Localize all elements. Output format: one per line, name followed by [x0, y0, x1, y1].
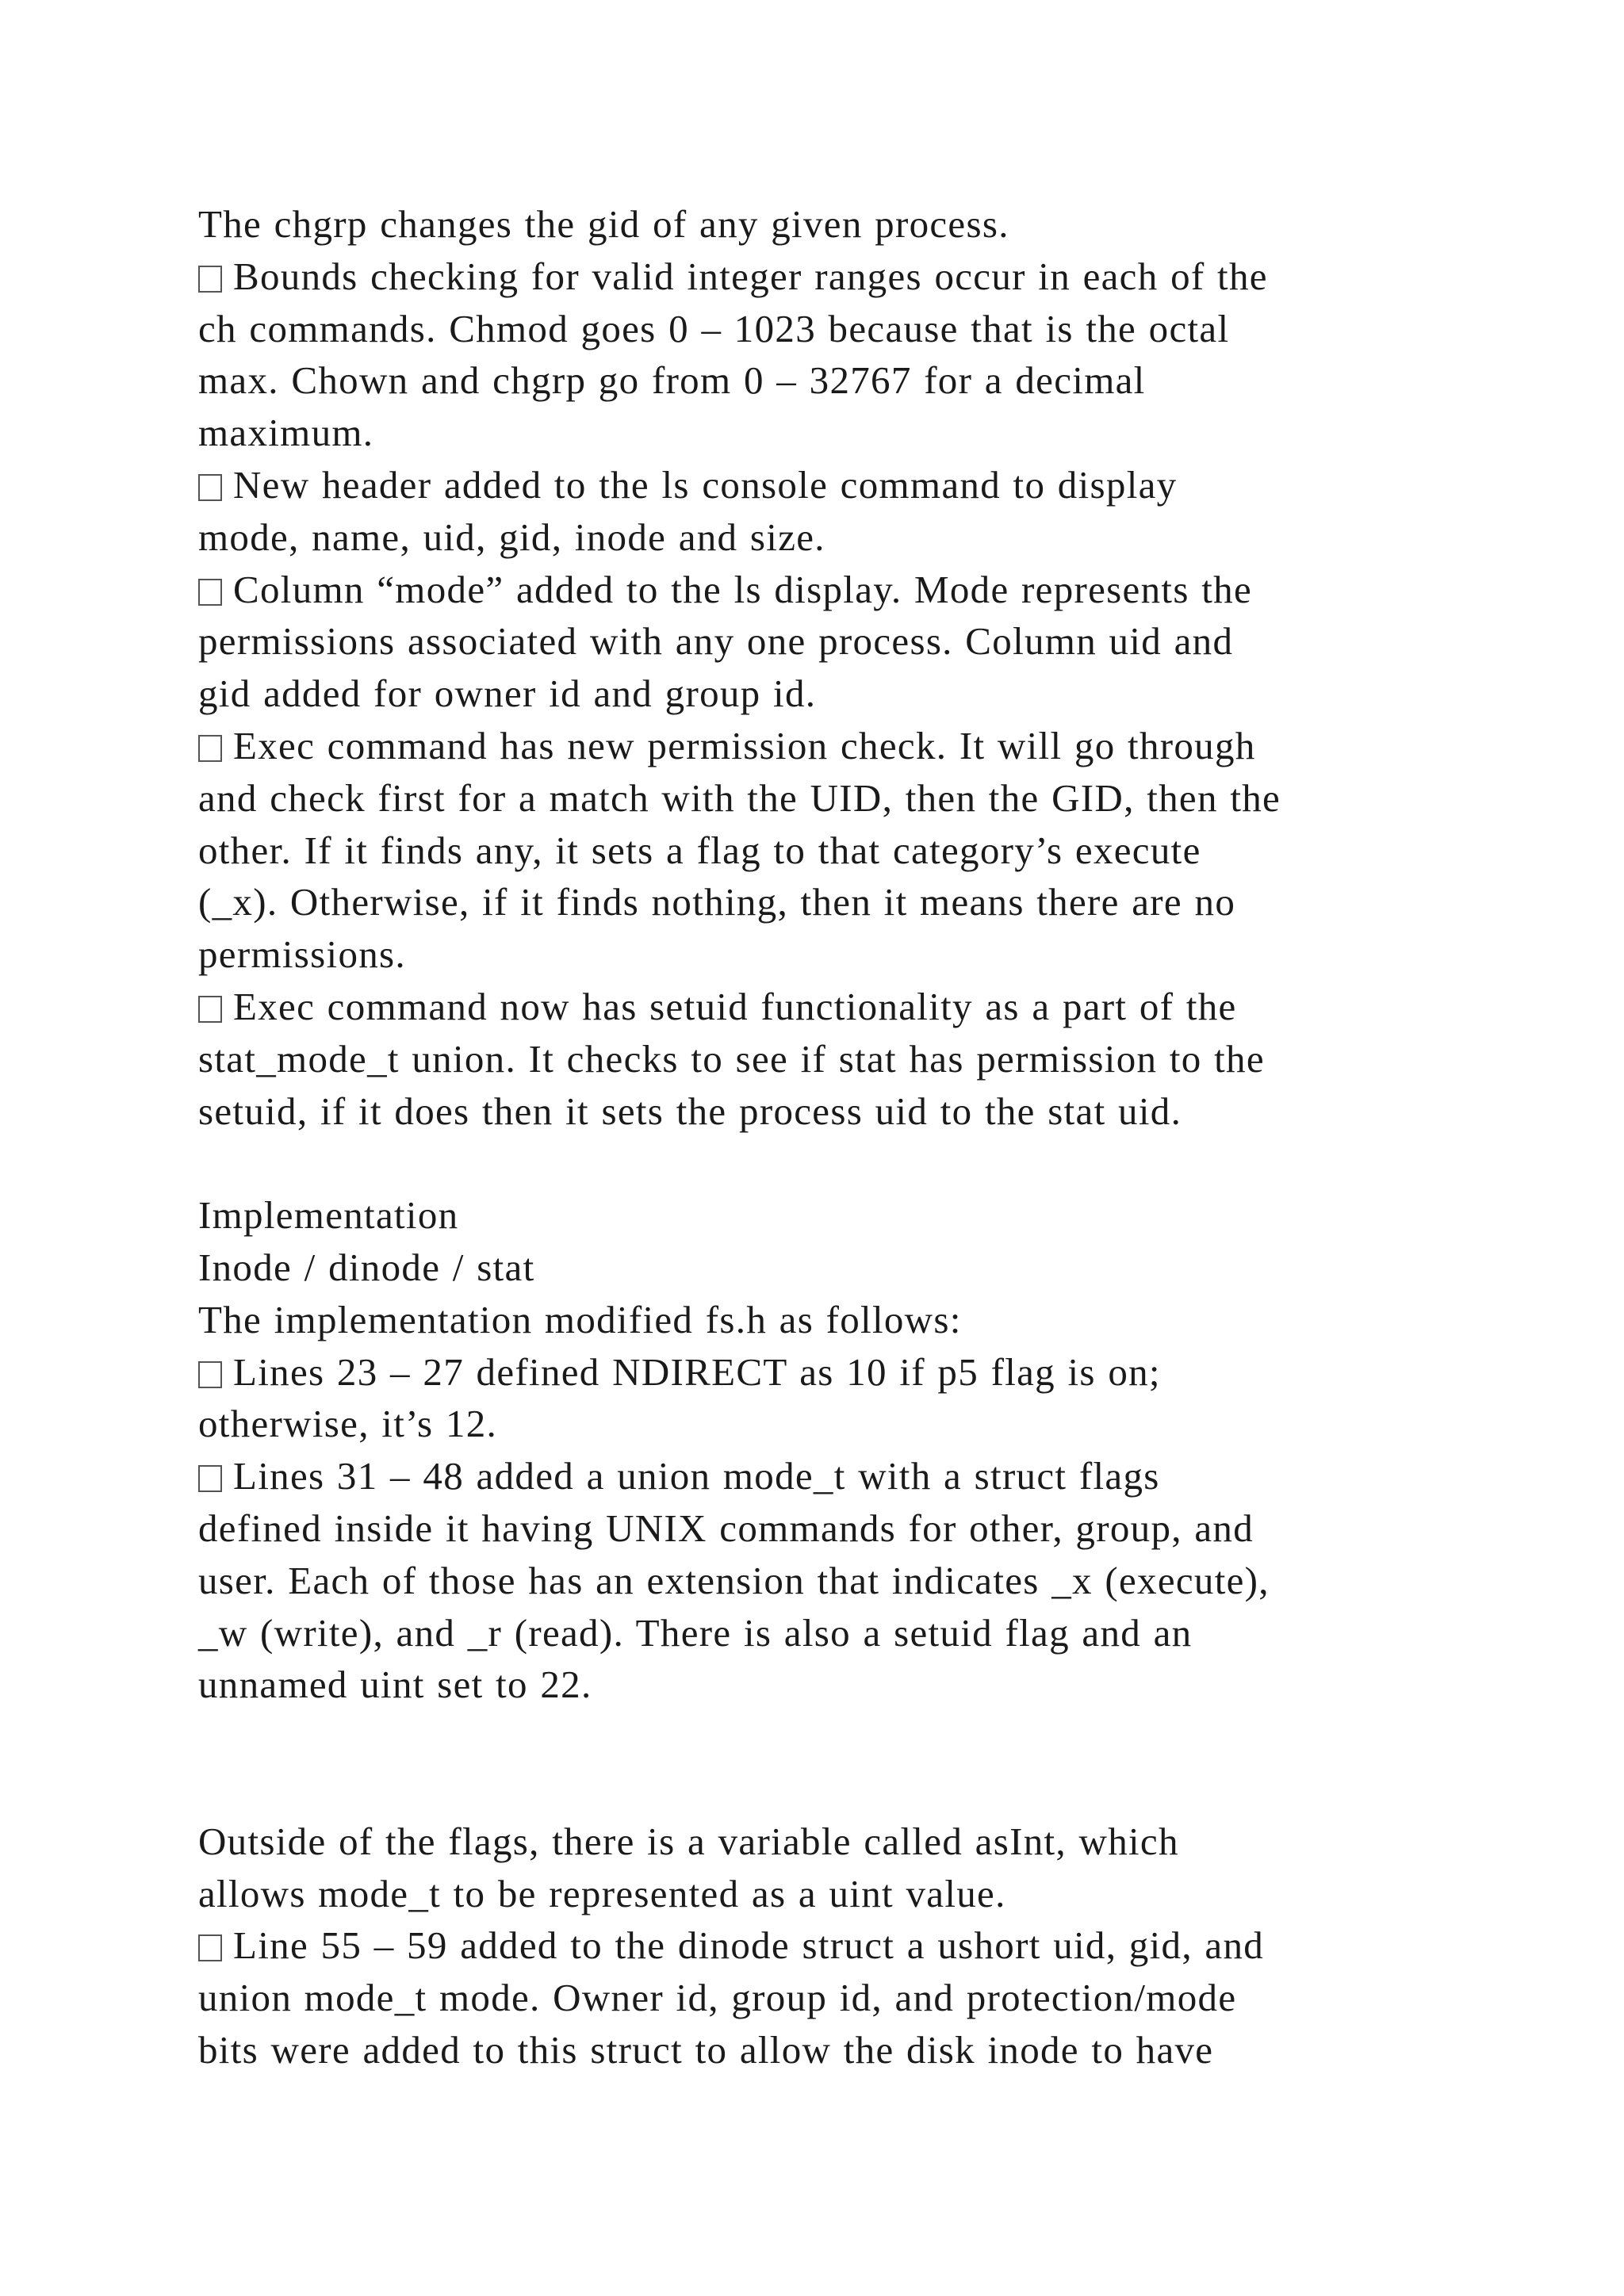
text-line — [198, 564, 1435, 616]
text-line — [198, 1502, 1435, 1555]
text-line — [198, 1816, 1435, 1868]
line-text: allows mode_t to be represented as a uint value. — [198, 1871, 1006, 1915]
line-text: ch commands. Chmod goes 0 – 1023 because that is the octal — [198, 306, 1230, 350]
line-text: Exec command has new permission check. It will go through — [233, 723, 1256, 767]
line-text: otherwise, it’s 12. — [198, 1402, 498, 1446]
text-line — [198, 825, 1435, 877]
text-line — [198, 1972, 1435, 2024]
text-line — [198, 1659, 1435, 1711]
line-text: and check first for a match with the UID, then the GID, then the — [198, 775, 1281, 820]
line-text: _w (write), and _r (read). There is also a setuid flag and an — [198, 1610, 1193, 1655]
text-line — [198, 772, 1435, 825]
line-text: other. If it finds any, it sets a flag to that category’s execute — [198, 828, 1201, 872]
line-text: The implementation modified fs.h as follows: — [198, 1297, 962, 1341]
line-text: mode, name, uid, gid, inode and size. — [198, 515, 825, 559]
line-text: setuid, if it does then it sets the process uid to the stat uid. — [198, 1089, 1182, 1133]
text-line — [198, 354, 1435, 407]
text-line — [198, 459, 1435, 511]
line-text: Column “mode” added to the ls display. Mode represents the — [233, 567, 1252, 611]
line-text: unnamed uint set to 22. — [198, 1663, 592, 1707]
line-text: gid added for owner id and group id. — [198, 672, 817, 716]
text-line — [198, 1189, 1435, 1242]
line-text: stat_mode_t union. It checks to see if stat has permission to the — [198, 1036, 1265, 1081]
line-text: user. Each of those has an extension that indicates _x (execute), — [198, 1558, 1270, 1602]
line-text: Line 55 – 59 added to the dinode struct a ushort uid, gid, and — [233, 1923, 1265, 1968]
text-line — [198, 1346, 1435, 1399]
text-line — [198, 668, 1435, 720]
line-text: Outside of the flags, there is a variable called asInt, which — [198, 1819, 1179, 1863]
text-line — [198, 720, 1435, 772]
text-line — [198, 1033, 1435, 1085]
text-line — [198, 1398, 1435, 1450]
line-text: Exec command now has setuid functionality as a part of the — [233, 984, 1237, 1028]
text-line — [198, 981, 1435, 1033]
line-text: Lines 23 – 27 defined NDIRECT as 10 if p5 flag is on; — [233, 1349, 1161, 1394]
line-text: max. Chown and chgrp go from 0 – 32767 for a decimal — [198, 358, 1146, 403]
line-text: Bounds checking for valid integer ranges occur in each of the — [233, 254, 1268, 298]
text-line — [198, 1242, 1435, 1294]
line-text: maximum. — [198, 411, 374, 455]
line-text: (_x). Otherwise, if it finds nothing, then it means there are no — [198, 880, 1236, 924]
text-line — [198, 1868, 1435, 1920]
line-text: permissions associated with any one process. Column uid and — [198, 619, 1234, 664]
line-text: defined inside it having UNIX commands for other, group, and — [198, 1506, 1254, 1550]
text-line — [198, 303, 1435, 355]
missing-glyph-bullet-icon — [198, 735, 222, 762]
missing-glyph-bullet-icon — [198, 1934, 222, 1961]
missing-glyph-bullet-icon — [198, 474, 222, 501]
missing-glyph-bullet-icon — [198, 1361, 222, 1388]
text-line — [198, 1919, 1435, 1972]
line-text: Inode / dinode / stat — [198, 1245, 535, 1289]
blank-line — [198, 1763, 1435, 1816]
text-line — [198, 1607, 1435, 1659]
text-line — [198, 198, 1435, 251]
text-line — [198, 1294, 1435, 1346]
text-line — [198, 1085, 1435, 1138]
blank-line — [198, 1711, 1435, 1763]
line-text: The chgrp changes the gid of any given process. — [198, 202, 1009, 246]
text-line — [198, 511, 1435, 564]
missing-glyph-bullet-icon — [198, 1465, 222, 1492]
line-text: Implementation — [198, 1193, 459, 1238]
missing-glyph-bullet-icon — [198, 266, 222, 293]
text-line — [198, 1450, 1435, 1502]
line-text: union mode_t mode. Owner id, group id, and protection/mode — [198, 1976, 1237, 2020]
document-page — [198, 198, 1435, 2076]
blank-line — [198, 1137, 1435, 1189]
missing-glyph-bullet-icon — [198, 996, 222, 1023]
line-text: permissions. — [198, 932, 406, 977]
text-line — [198, 1555, 1435, 1607]
text-line — [198, 615, 1435, 668]
text-line — [198, 407, 1435, 459]
line-text: Lines 31 – 48 added a union mode_t with a struct flags — [233, 1454, 1160, 1498]
text-line — [198, 2024, 1435, 2076]
missing-glyph-bullet-icon — [198, 579, 222, 606]
text-line — [198, 251, 1435, 303]
text-line — [198, 876, 1435, 928]
text-line — [198, 928, 1435, 981]
line-text: New header added to the ls console command to display — [233, 462, 1178, 507]
line-text: bits were added to this struct to allow the disk inode to have — [198, 2027, 1214, 2072]
